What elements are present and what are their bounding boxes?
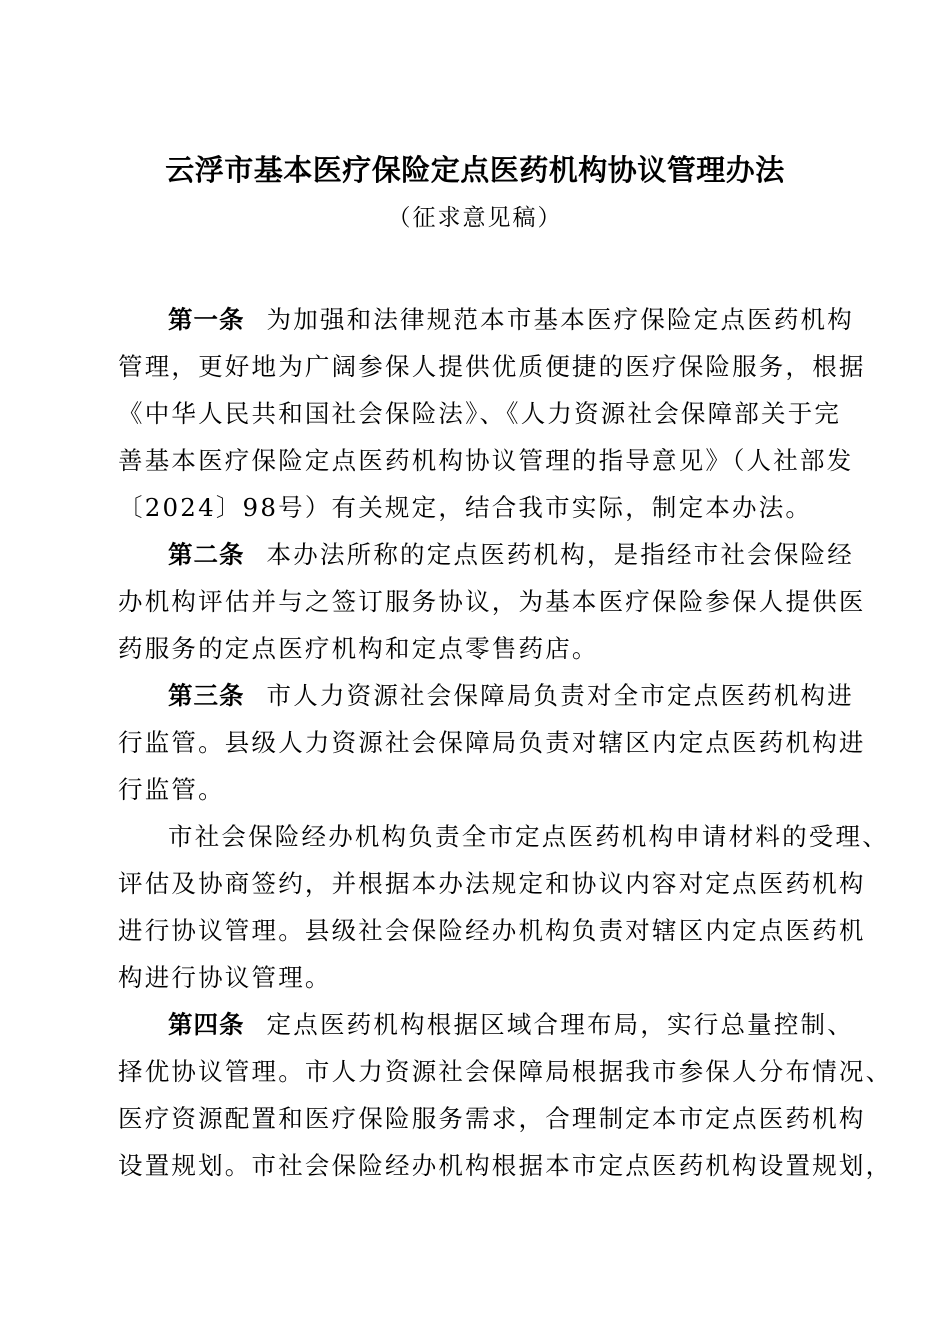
article-4-line-1: 第四条 定点医药机构根据区域合理布局，实行总量控制、 — [168, 1010, 854, 1039]
article-2-line-1: 第二条 本办法所称的定点医药机构，是指经市社会保险经 — [168, 540, 854, 569]
article-2 — [118, 531, 866, 672]
article-1-line-2: 管理，更好地为广阔参保人提供优质便捷的医疗保险服务，根据 — [118, 352, 866, 381]
article-4-line-2: 择优协议管理。市人力资源社会保障局根据我市参保人分布情况、 — [118, 1057, 893, 1086]
article-3 — [118, 672, 866, 813]
article-1 — [118, 296, 866, 531]
article-label: 第一条 — [168, 305, 245, 334]
article-2-line-3: 药服务的定点医疗机构和定点零售药店。 — [118, 634, 599, 663]
article-3-p2-line-2: 评估及协商签约，并根据本办法规定和协议内容对定点医药机构 — [118, 869, 866, 898]
article-1-line-5: 〔2024〕98号）有关规定，结合我市实际，制定本办法。 — [118, 493, 813, 522]
article-3-paragraph-2 — [118, 813, 889, 1001]
article-3-line-2: 行监管。县级人力资源社会保障局负责对辖区内定点医药机构进 — [118, 728, 866, 757]
article-label: 第二条 — [168, 540, 245, 569]
document-body — [118, 296, 893, 1189]
article-3-p2-line-1: 市社会保险经办机构负责全市定点医药机构申请材料的受理、 — [168, 822, 889, 851]
document-title: 云浮市基本医疗保险定点医药机构协议管理办法 — [165, 153, 785, 187]
article-1-line-1: 第一条 为加强和法律规范本市基本医疗保险定点医药机构 — [168, 305, 854, 334]
article-3-line-3: 行监管。 — [118, 775, 225, 804]
article-3-p2-line-4: 构进行协议管理。 — [118, 963, 332, 992]
article-label: 第三条 — [168, 681, 245, 710]
article-4 — [118, 1001, 893, 1189]
article-label: 第四条 — [168, 1010, 245, 1039]
article-4-line-4: 设置规划。市社会保险经办机构根据本市定点医药机构设置规划， — [118, 1151, 893, 1180]
article-1-line-3: 《中华人民共和国社会保险法》、《人力资源社会保障部关于完 — [118, 399, 842, 428]
article-3-line-1: 第三条 市人力资源社会保障局负责对全市定点医药机构进 — [168, 681, 854, 710]
document-subtitle: （征求意见稿） — [387, 205, 563, 231]
article-2-line-2: 办机构评估并与之签订服务协议，为基本医疗保险参保人提供医 — [118, 587, 866, 616]
article-3-p2-line-3: 进行协议管理。县级社会保险经办机构负责对辖区内定点医药机 — [118, 916, 866, 945]
article-4-line-3: 医疗资源配置和医疗保险服务需求，合理制定本市定点医药机构 — [118, 1104, 866, 1133]
article-1-line-4: 善基本医疗保险定点医药机构协议管理的指导意见》（人社部发 — [118, 446, 854, 475]
